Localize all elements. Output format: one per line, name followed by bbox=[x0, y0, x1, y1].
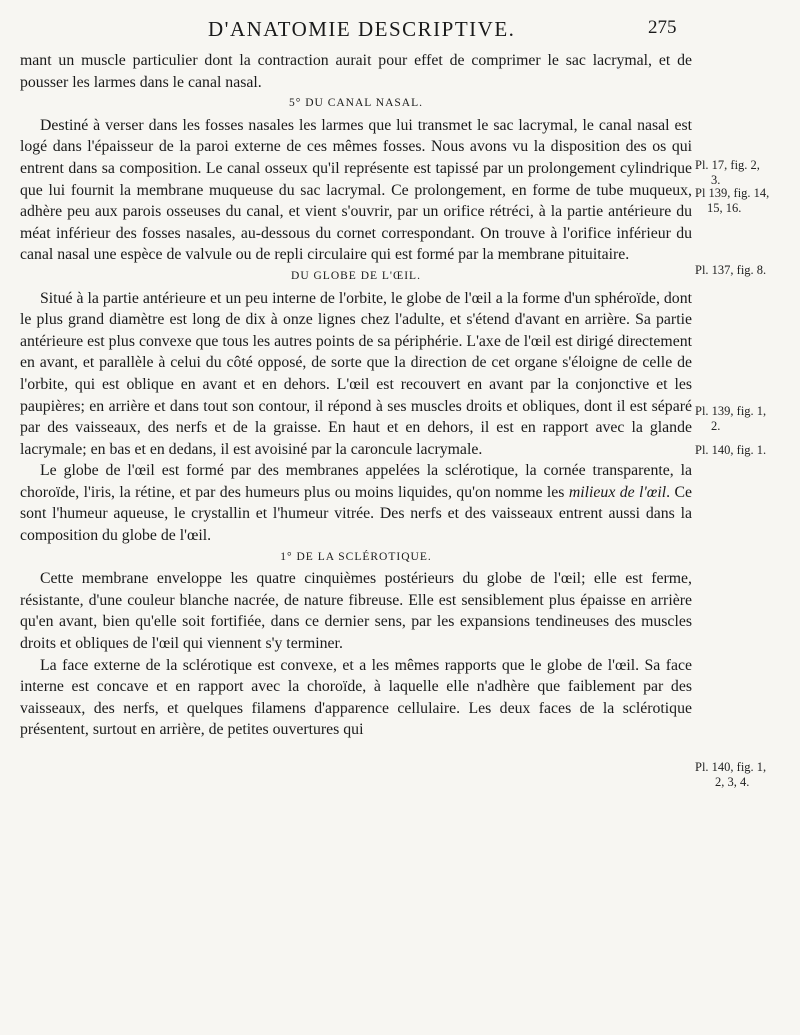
paragraph-sclerotique-1: Cette membrane enveloppe les quatre cinquièmes postérieurs du globe de l'œil; elle est ferme, résistante, d'une couleur blanche nacrée, de nature fibreuse. Elle est sensiblement plus épaisse en arrière qu'en avant, bien qu'elle soit fortifiée, dans ce dernier sens, par les expansions tendineuses des muscles droits et obliques de l'œil qui viennent s'y terminer. bbox=[20, 570, 692, 653]
paragraph-globe-2-start: Le globe de l'œil est formé par des membranes appelées la sclérotique, la cornée transparente, la choroïde, l'iris, la rétine, et par des humeurs plus ou moins liquides, qu'on nomme les bbox=[20, 462, 692, 501]
running-head-title: D'ANATOMIE DESCRIPTIVE. bbox=[208, 17, 516, 41]
margin-note-line: Pl. 17, fig. 2, bbox=[695, 158, 760, 172]
main-text-column bbox=[20, 50, 692, 741]
paragraph-intro: mant un muscle particulier dont la contraction aurait pour effet de comprimer le sac lacrymal, et de pousser les larmes dans le canal nasal. bbox=[20, 52, 692, 91]
margin-note-pl17 bbox=[695, 158, 795, 188]
paragraph-globe-1: Situé à la partie antérieure et un peu interne de l'orbite, le globe de l'œil a la forme d'un sphéroïde, dont le plus grand diamètre est long de dix à onze lignes chez l'adulte, et s'étend d'avant en arrière. Sa partie antérieure est plus convexe que tous les autres points de sa périphérie. L'axe de l'œil est dirigé directement en avant, et parallèle à celui du côté opposé, de sorte que la direction de cet organe s'éloigne de celle de l'orbite, qui est oblique en avant et en dehors. L'œil est recouvert en avant par la conjonctive et les paupières; en arrière et dans tout son contour, il répond à ses muscles droits et obliques, dont il est séparé par des vaisseaux, des nerfs et de la graisse. En haut et en dehors, il est en rapport avec la glande lacrymale; en bas et en dedans, il est avoisiné par la caroncule lacrymale. bbox=[20, 289, 692, 458]
running-head bbox=[0, 17, 800, 47]
margin-note-line: Pl. 137, fig. 8. bbox=[695, 263, 767, 277]
section-title-sclerotique: 1° DE LA SCLÉROTIQUE. bbox=[280, 550, 432, 563]
margin-note-pl140-1 bbox=[695, 443, 795, 458]
margin-note-line: 2. bbox=[711, 419, 721, 433]
paragraph-globe-2 bbox=[20, 460, 692, 546]
paragraph-canal-nasal: Destiné à verser dans les fosses nasales les larmes que lui transmet le sac lacrymal, le canal nasal est logé dans l'épaisseur de la paroi externe de ces mêmes fosses. Nous avons vu la disposition des os qui entrent dans sa composition. Le canal osseux qu'il représente est tapissé par un prolongement cylindrique que lui fournit la membrane muqueuse du sac lacrymal. Ce prolongement, en forme de tube muqueux, adhère peu aux parois osseuses du canal, et vient s'ouvrir, par un orifice rétréci, à la partie antérieure du méat inférieur des fosses nasales, au-dessous du cornet correspondant. On trouve à l'orifice inférieur du canal nasal une espèce de valvule ou de repli circulaire qui est formé par la membrane pituitaire. bbox=[20, 116, 692, 264]
page-number: 275 bbox=[648, 17, 677, 38]
margin-note-line: 3. bbox=[711, 173, 721, 187]
margin-note-line: 15, 16. bbox=[707, 201, 742, 215]
margin-note-line: 2, 3, 4. bbox=[715, 775, 750, 789]
margin-note-line: Pl. 140, fig. 1. bbox=[695, 443, 767, 457]
section-title-globe-oeil: DU GLOBE DE L'ŒIL. bbox=[291, 269, 421, 282]
margin-note-line: Pl. 140, fig. 1, bbox=[695, 760, 767, 774]
section-title-canal-nasal: 5° DU CANAL NASAL. bbox=[289, 97, 423, 110]
paragraph-sclerotique-2: La face externe de la sclérotique est convexe, et a les mêmes rapports que le globe de l'œil. Sa face interne est concave et en rapport avec la choroïde, à laquelle elle n'adhère que faiblement par des vaisseaux, des nerfs, et quelques filamens d'apparence cellulaire. Les deux faces de la sclérotique présentent, surtout en arrière, de petites ouvertures qui bbox=[20, 656, 692, 739]
paragraph-globe-2-end: . Ce sont l'humeur aqueuse, le crystallin et l'humeur vitrée. Des nerfs et des vaisseaux entrent aussi dans la composition du globe de l'œil. bbox=[20, 483, 692, 545]
margin-note-pl140-1234 bbox=[695, 760, 795, 790]
paragraph-globe-2-italic: milieux de l'œil bbox=[568, 483, 667, 501]
margin-note-line: Pl. 139, fig. 1, bbox=[695, 404, 767, 418]
margin-note-line: Pl 139, fig. 14, bbox=[695, 186, 770, 200]
margin-note-pl139-1 bbox=[695, 404, 795, 434]
margin-note-pl137 bbox=[695, 263, 795, 278]
margin-note-pl139-14 bbox=[695, 186, 795, 216]
